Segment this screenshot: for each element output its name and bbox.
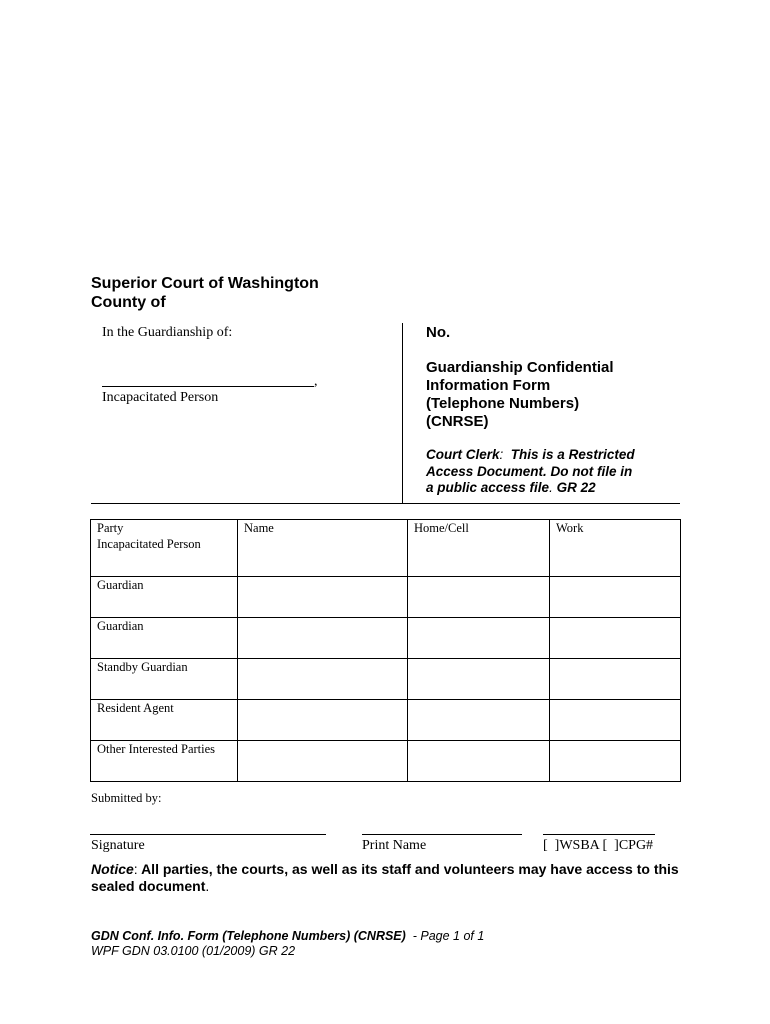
notice-text: All parties, the courts, as well as its staff and volunteers may have access to this sealed document bbox=[91, 861, 679, 894]
name-cell[interactable] bbox=[238, 577, 408, 618]
work-cell[interactable] bbox=[550, 577, 681, 618]
name-cell[interactable] bbox=[238, 618, 408, 659]
table-row bbox=[91, 577, 681, 618]
home-cell[interactable] bbox=[408, 536, 550, 577]
footer-form-number: WPF GDN 03.0100 (01/2009) GR 22 bbox=[91, 944, 296, 958]
case-number-label: No. bbox=[426, 324, 451, 341]
form-title-line: (CNRSE) bbox=[426, 413, 489, 430]
print-name-line[interactable] bbox=[362, 834, 522, 835]
table-row bbox=[91, 618, 681, 659]
name-cell[interactable] bbox=[238, 741, 408, 782]
party-cell: Standby Guardian bbox=[91, 659, 238, 700]
notice-colon: : bbox=[133, 861, 138, 877]
notice-end: . bbox=[205, 878, 210, 894]
court-name: Superior Court of Washington bbox=[91, 275, 319, 292]
county-label: County of bbox=[91, 294, 166, 311]
column-header-party: Party bbox=[91, 520, 238, 537]
name-cell[interactable] bbox=[238, 659, 408, 700]
caption-comma: , bbox=[314, 374, 318, 389]
signature-label: Signature bbox=[91, 838, 145, 853]
table-row bbox=[91, 659, 681, 700]
caption-vertical-divider bbox=[402, 323, 403, 503]
court-clerk-note bbox=[426, 447, 676, 497]
table-row bbox=[91, 741, 681, 782]
print-name-label: Print Name bbox=[362, 838, 427, 853]
footer-form-name: GDN Conf. Info. Form (Telephone Numbers) (CNRSE) bbox=[91, 929, 406, 943]
name-cell[interactable] bbox=[238, 700, 408, 741]
party-phone-table bbox=[90, 519, 681, 782]
column-header-home-cell: Home/Cell bbox=[408, 520, 550, 537]
caption-horizontal-divider bbox=[91, 503, 680, 504]
column-header-work: Work bbox=[550, 520, 681, 537]
work-cell[interactable] bbox=[550, 700, 681, 741]
form-title-line: (Telephone Numbers) bbox=[426, 395, 580, 412]
party-cell: Other Interested Parties bbox=[91, 741, 238, 782]
guardianship-of-label: In the Guardianship of: bbox=[102, 325, 233, 340]
table-row bbox=[91, 700, 681, 741]
party-cell: Incapacitated Person bbox=[91, 536, 238, 577]
home-cell[interactable] bbox=[408, 618, 550, 659]
party-cell: Guardian bbox=[91, 577, 238, 618]
incapacitated-person-label: Incapacitated Person bbox=[102, 390, 219, 405]
page-footer bbox=[91, 929, 484, 959]
work-cell[interactable] bbox=[550, 536, 681, 577]
home-cell[interactable] bbox=[408, 659, 550, 700]
clerk-note-colon: : bbox=[499, 447, 504, 462]
party-cell: Guardian bbox=[91, 618, 238, 659]
column-header-name: Name bbox=[238, 520, 408, 537]
table-row bbox=[91, 536, 681, 577]
clerk-note-text: This is a Restricted bbox=[510, 447, 635, 462]
signature-line[interactable] bbox=[90, 834, 326, 835]
home-cell[interactable] bbox=[408, 700, 550, 741]
work-cell[interactable] bbox=[550, 659, 681, 700]
incapacitated-name-line bbox=[102, 386, 314, 387]
wsba-number-line[interactable] bbox=[543, 834, 655, 835]
work-cell[interactable] bbox=[550, 741, 681, 782]
footer-page-number: - Page 1 of 1 bbox=[405, 929, 485, 943]
clerk-note-text: Access Document. Do not file in bbox=[426, 463, 633, 479]
submitted-by-label: Submitted by: bbox=[91, 791, 162, 805]
wsba-cpg-label: [ ]WSBA [ ]CPG# bbox=[543, 838, 654, 853]
form-title bbox=[426, 359, 666, 431]
clerk-note-text: a public access file bbox=[426, 480, 550, 495]
notice-label: Notice bbox=[91, 861, 134, 877]
clerk-note-prefix: Court Clerk bbox=[426, 447, 500, 462]
home-cell[interactable] bbox=[408, 577, 550, 618]
work-cell[interactable] bbox=[550, 618, 681, 659]
form-title-line: Information Form bbox=[426, 377, 551, 394]
home-cell[interactable] bbox=[408, 741, 550, 782]
notice-paragraph bbox=[91, 861, 691, 895]
clerk-note-dot: . bbox=[549, 480, 553, 495]
name-cell[interactable] bbox=[238, 536, 408, 577]
form-title-line: Guardianship Confidential bbox=[426, 359, 614, 376]
clerk-note-rule: GR 22 bbox=[556, 480, 596, 495]
party-cell: Resident Agent bbox=[91, 700, 238, 741]
table-header-row bbox=[91, 520, 681, 537]
court-title bbox=[91, 274, 319, 312]
